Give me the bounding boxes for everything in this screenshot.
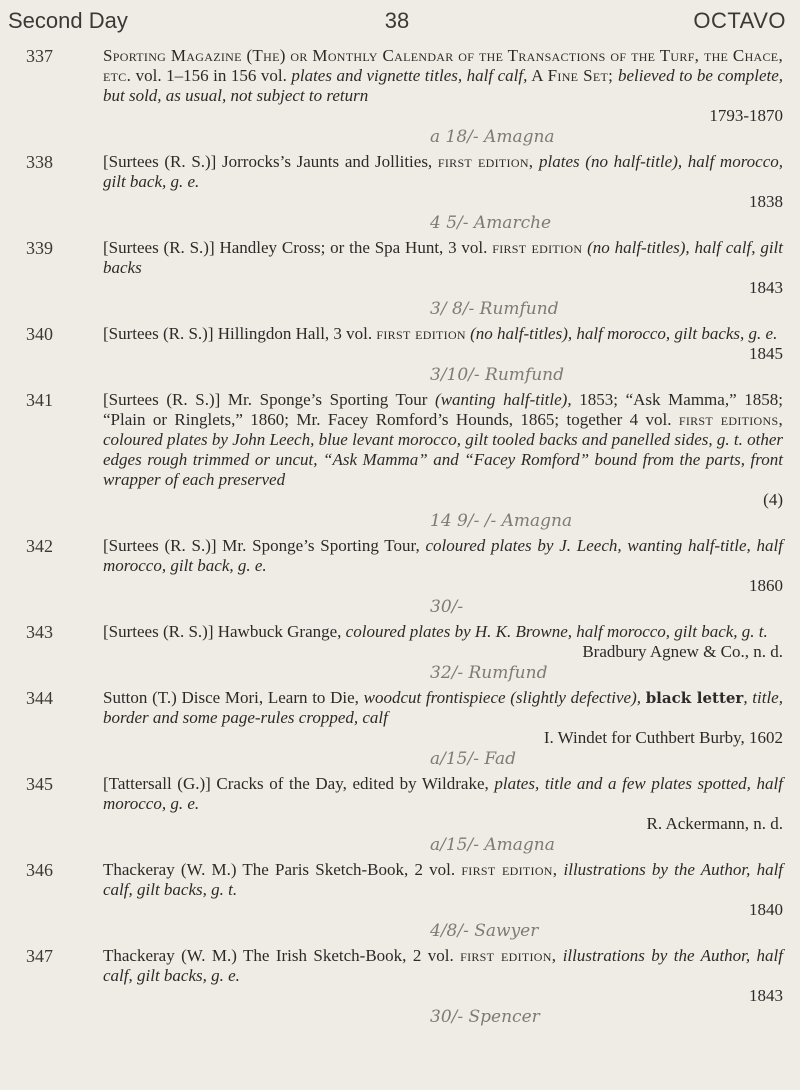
- lot-number: 345: [26, 774, 53, 794]
- handwritten-price-note: 4/8/- Sawyer: [430, 921, 539, 941]
- lot-description-part: Thackeray (W. M.) The Irish Sketch-Book, 2 vol.: [103, 946, 461, 965]
- lot-number: 343: [26, 622, 53, 642]
- header-format: OCTAVO: [693, 8, 786, 33]
- lot-description-part: plates, title and a few plates spotted, half morocco, g. e.: [103, 774, 783, 813]
- lot-description-part: [Surtees (R. S.)] Handley Cross; or the Spa Hunt, 3 vol.: [103, 238, 493, 257]
- lot-description: [103, 774, 783, 814]
- lot-description-part: plates and vignette titles, half calf,: [291, 66, 528, 85]
- lot-description-part: plates (no half-title), half morocco, gilt back, g. e.: [103, 152, 784, 191]
- lot-description-part: (no half-titles), half calf, gilt backs: [103, 238, 784, 277]
- lot-description-part: coloured plates by J. Leech, wanting half-title, half morocco, gilt back, g. e.: [103, 536, 783, 575]
- lot-description: [103, 860, 783, 900]
- lot-description-part: , title, border and some page-rules cropped, calf: [103, 688, 783, 727]
- lot-description-part: illustrations by the Author, half calf, gilt backs, g. t.: [103, 860, 784, 899]
- lot-entry: [0, 152, 800, 234]
- lot-description-part: [Surtees (R. S.)] Mr. Sponge’s Sporting Tour: [103, 390, 436, 409]
- lot-description: [103, 324, 783, 344]
- lot-imprint-date: 1840: [749, 900, 783, 919]
- lot-entry: [0, 774, 800, 856]
- lot-imprint-date: 1860: [749, 576, 783, 595]
- handwritten-price-note: a/15/- Amagna: [430, 835, 555, 855]
- handwritten-price-note: 30/- Spencer: [430, 1007, 540, 1027]
- lot-number: 341: [26, 390, 53, 410]
- lot-description: [103, 152, 783, 192]
- lot-entry: [0, 46, 800, 148]
- handwritten-price-note: a/15/- Fad: [430, 749, 517, 769]
- lot-imprint-date: 1845: [749, 344, 783, 363]
- lot-number: 347: [26, 946, 53, 966]
- lot-number: 340: [26, 324, 53, 344]
- lot-description-part: first edition,: [460, 946, 557, 965]
- lot-imprint-date: Bradbury Agnew & Co., n. d.: [582, 642, 783, 661]
- lot-description-part: [Tattersall (G.)] Cracks of the Day, edited by Wildrake,: [103, 774, 495, 793]
- lot-entry: [0, 536, 800, 618]
- lot-description-part: [Surtees (R. S.)] Mr. Sponge’s Sporting Tour,: [103, 536, 426, 555]
- lot-number: 339: [26, 238, 53, 258]
- lot-imprint-date: 1843: [749, 278, 783, 297]
- lot-imprint-date: 1838: [749, 192, 783, 211]
- lot-number: 346: [26, 860, 53, 880]
- lot-imprint-date: (4): [763, 490, 783, 509]
- lot-description: [103, 390, 783, 490]
- lot-entry: [0, 688, 800, 770]
- lot-description-part: A Fine Set;: [527, 66, 618, 85]
- lot-description: [103, 688, 783, 728]
- handwritten-price-note: a 18/- Amagna: [430, 127, 555, 147]
- lot-list: [0, 46, 800, 1032]
- lot-description-part: vol. 1–156 in 156 vol.: [131, 66, 292, 85]
- lot-entry: [0, 324, 800, 386]
- lot-imprint-date: R. Ackermann, n. d.: [646, 814, 783, 833]
- lot-description-part: [Surtees (R. S.)] Hawbuck Grange,: [103, 622, 346, 641]
- lot-number: 338: [26, 152, 53, 172]
- lot-imprint-date: 1793-1870: [709, 106, 783, 125]
- handwritten-price-note: 14 9/- /- Amagna: [430, 511, 573, 531]
- handwritten-price-note: 3/ 8/- Rumfund: [430, 299, 559, 319]
- lot-description-part: Sporting Magazine (The) or Monthly Calendar of the Transactions of the Turf, the Chace, etc.: [103, 46, 783, 85]
- handwritten-price-note: 3/10/- Rumfund: [430, 365, 564, 385]
- handwritten-price-note: 30/-: [430, 597, 464, 617]
- page-header: [8, 8, 786, 38]
- lot-description-part: black letter: [645, 689, 744, 707]
- lot-description-part: 1853; “Ask Mamma,” 1858; “Plain or Ringlets,” 1860; Mr. Facey Romford’s Hounds, 1865; together 4 vol.: [103, 390, 783, 429]
- page-number: 38: [384, 8, 410, 33]
- lot-description: [103, 46, 783, 106]
- lot-description-part: first edition,: [461, 860, 558, 879]
- header-day: Second Day: [8, 8, 128, 33]
- lot-description-part: (wanting half-title),: [435, 390, 572, 409]
- lot-description-part: Sutton (T.) Disce Mori, Learn to Die,: [103, 688, 364, 707]
- lot-description: [103, 622, 783, 642]
- lot-description-part: woodcut frontispiece (slightly defective),: [363, 688, 646, 707]
- lot-description: [103, 238, 783, 278]
- lot-description-part: believed to be complete, but sold, as usual, not subject to return: [103, 66, 784, 105]
- handwritten-price-note: 32/- Rumfund: [430, 663, 548, 683]
- lot-imprint-date: I. Windet for Cuthbert Burby, 1602: [543, 728, 783, 747]
- lot-entry: [0, 390, 800, 532]
- lot-description: [103, 536, 783, 576]
- lot-description-part: first edition: [492, 238, 583, 257]
- lot-description-part: first edition,: [437, 152, 534, 171]
- lot-description-part: first edition: [376, 324, 466, 343]
- lot-number: 337: [26, 46, 53, 66]
- lot-description: [103, 946, 783, 986]
- lot-number: 342: [26, 536, 53, 556]
- lot-description-part: coloured plates by H. K. Browne, half morocco, gilt back, g. t.: [345, 622, 768, 641]
- lot-entry: [0, 946, 800, 1028]
- handwritten-price-note: 4 5/- Amarche: [430, 213, 552, 233]
- lot-description-part: coloured plates by John Leech, blue levant morocco, gilt tooled backs and panelled sides, g. t. other edges rough trimmed or uncut, “Ask Mamma” and “Facey Romford” bound from the parts, front wrapper of each preserved: [103, 430, 784, 489]
- lot-entry: [0, 622, 800, 684]
- lot-number: 344: [26, 688, 53, 708]
- lot-description-part: illustrations by the Author, half calf, gilt backs, g. e.: [103, 946, 784, 985]
- lot-description-part: (no half-titles), half morocco, gilt backs, g. e.: [465, 324, 778, 343]
- lot-description-part: [Surtees (R. S.)] Jorrocks’s Jaunts and Jollities,: [103, 152, 438, 171]
- lot-description-part: first editions,: [678, 410, 783, 429]
- lot-description-part: Thackeray (W. M.) The Paris Sketch-Book, 2 vol.: [103, 860, 462, 879]
- lot-description-part: [Surtees (R. S.)] Hillingdon Hall, 3 vol.: [103, 324, 377, 343]
- lot-entry: [0, 238, 800, 320]
- lot-entry: [0, 860, 800, 942]
- lot-imprint-date: 1843: [749, 986, 783, 1005]
